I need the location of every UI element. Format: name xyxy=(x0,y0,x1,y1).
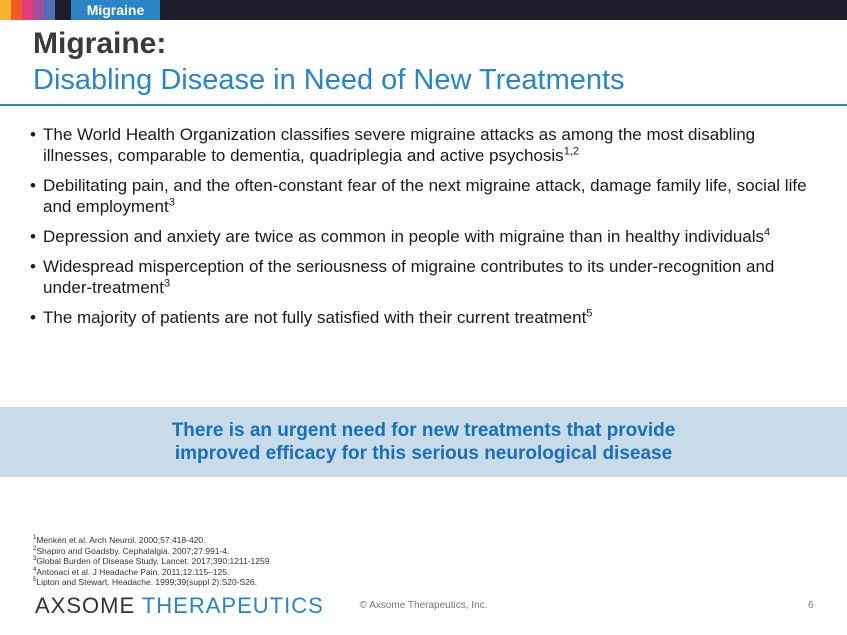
top-bar xyxy=(0,0,847,20)
callout-banner xyxy=(0,407,847,477)
reference-number: 3 xyxy=(33,556,37,563)
bullet-item xyxy=(30,175,820,217)
section-tab: Migraine xyxy=(71,0,160,20)
copyright-notice: © Axsome Therapeutics, Inc. xyxy=(359,600,488,611)
bullet-list xyxy=(30,124,820,337)
reference-item xyxy=(33,535,269,546)
slide-subtitle: Disabling Disease in Need of New Treatments xyxy=(33,64,625,96)
citation-superscript: 3 xyxy=(168,196,175,209)
reference-number: 5 xyxy=(33,577,37,584)
logo-text-axsome: AXSOME xyxy=(35,593,136,618)
bullet-item xyxy=(30,256,820,298)
reference-text: Shapiro and Goadsby. Cephalalgia. 2007;27:991-4. xyxy=(36,545,230,556)
bullet-text: Debilitating pain, and the often-constant fear of the next migraine attack, damage family life, social life and employment xyxy=(43,176,807,216)
reference-number: 2 xyxy=(33,545,37,552)
bullet-text: The World Health Organization classifies severe migraine attacks as among the most disabling illnesses, comparable to dementia, quadriplegia and active psychosis xyxy=(43,125,756,165)
citation-superscript: 5 xyxy=(586,307,593,320)
reference-item xyxy=(33,556,269,567)
bullet-text: Depression and anxiety are twice as common in people with migraine than in healthy individuals xyxy=(43,227,765,246)
callout-text xyxy=(0,419,847,465)
reference-number: 4 xyxy=(33,566,37,573)
stripe xyxy=(33,0,44,20)
stripe xyxy=(22,0,33,20)
reference-text: Lipton and Stewart. Headache. 1999;39(suppl 2):S20-S26. xyxy=(36,577,258,587)
reference-item xyxy=(33,567,269,578)
stripe xyxy=(44,0,55,20)
callout-line: There is an urgent need for new treatments that provide xyxy=(171,420,676,441)
reference-text: Global Burden of Disease Study. Lancet. 2017;390:1211-1259 xyxy=(36,556,270,566)
bullet-text: Widespread misperception of the seriousness of migraine contributes to its under-recognition and under-treatment xyxy=(43,257,775,297)
references xyxy=(33,535,269,588)
citation-superscript: 4 xyxy=(764,226,771,239)
page-number: 6 xyxy=(808,600,814,611)
callout-line: improved efficacy for this serious neurological disease xyxy=(174,443,673,464)
bullet-text: The majority of patients are not fully satisfied with their current treatment xyxy=(43,308,587,327)
reference-item xyxy=(33,577,269,588)
logo-text-therapeutics: THERAPEUTICS xyxy=(141,593,324,618)
slide-title: Migraine: xyxy=(33,27,167,60)
citation-superscript: 1,2 xyxy=(563,145,579,158)
citation-superscript: 3 xyxy=(163,277,171,290)
reference-item xyxy=(33,546,269,557)
stripe xyxy=(0,0,11,20)
bullet-item xyxy=(30,307,820,328)
bullet-item xyxy=(30,226,820,247)
color-stripes xyxy=(0,0,55,20)
reference-text: Menken et al. Arch Neurol. 2000;57:418-420. xyxy=(36,535,206,545)
reference-number: 1 xyxy=(33,535,37,542)
bullet-item xyxy=(30,124,820,166)
reference-text: Antonaci et al. J Headache Pain. 2011;12:115–125. xyxy=(36,566,230,577)
stripe xyxy=(11,0,22,20)
title-divider xyxy=(0,104,847,106)
